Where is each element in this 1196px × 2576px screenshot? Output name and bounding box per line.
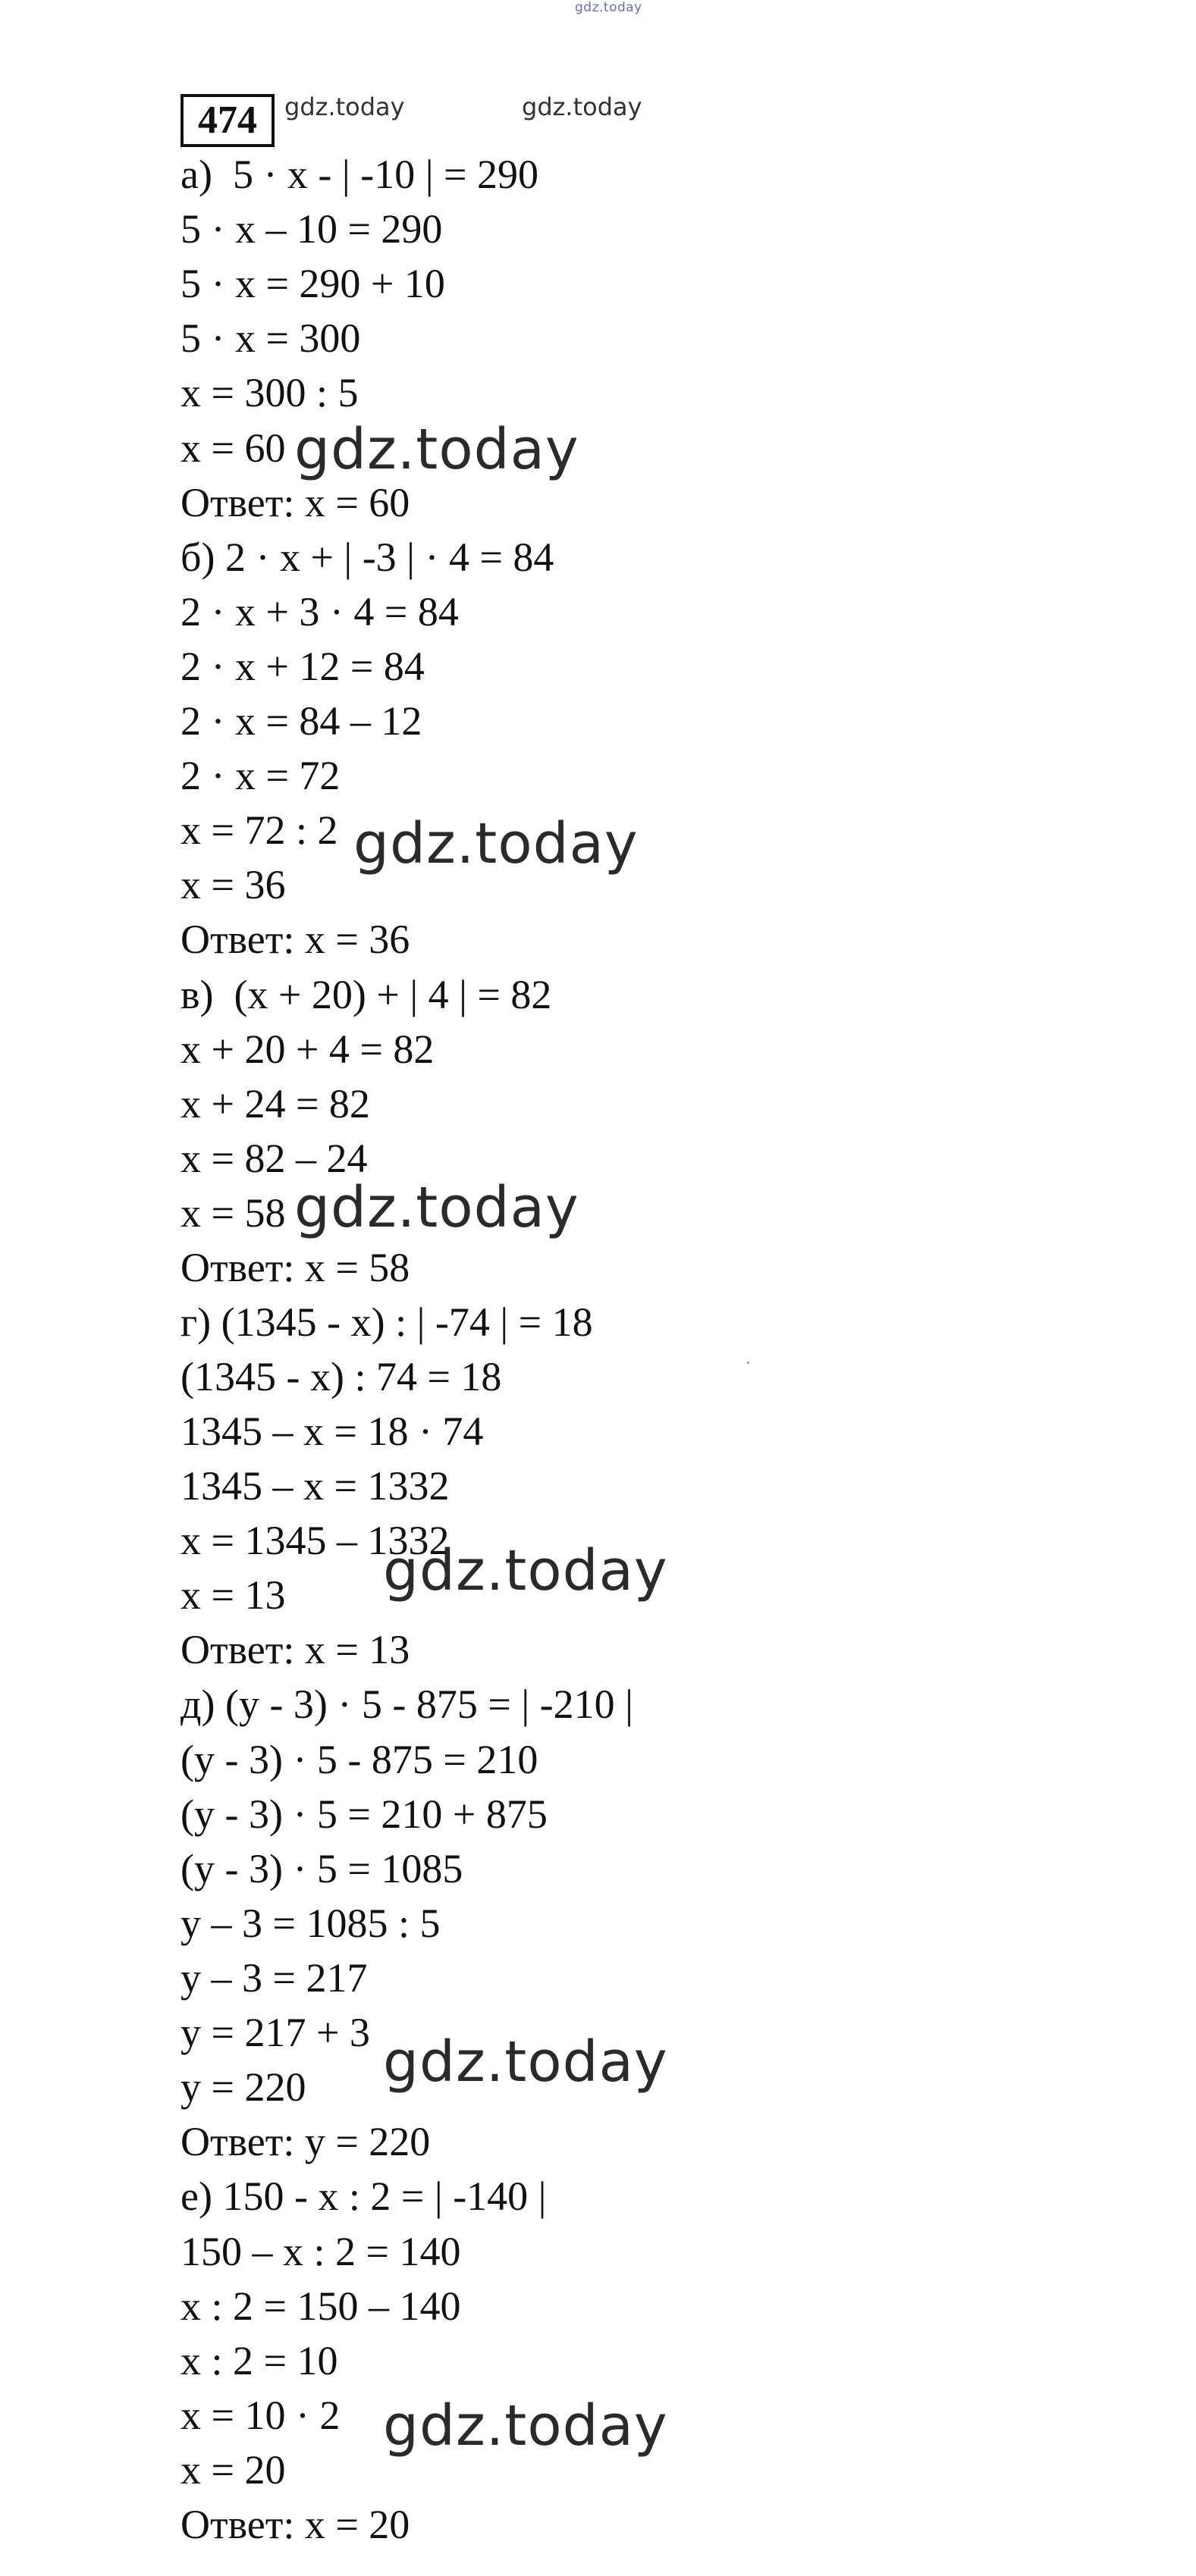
equation-line: x + 20 + 4 = 82: [180, 1026, 435, 1072]
equation-line: 5 · x – 10 = 290: [180, 206, 443, 252]
answer-line: Ответ: x = 13: [180, 1627, 410, 1672]
equation-line: x = 60: [180, 425, 286, 471]
equation-line: x = 72 : 2: [180, 807, 338, 853]
equation-line: д) (y - 3) · 5 - 875 = | -210 |: [180, 1681, 633, 1727]
watermark: gdz.today: [294, 1175, 579, 1240]
equation-line: x = 58: [180, 1190, 286, 1236]
equation-line: x : 2 = 150 – 140: [180, 2283, 461, 2329]
equation-line: x + 24 = 82: [180, 1081, 370, 1127]
equation-line: (1345 - x) : 74 = 18: [180, 1354, 502, 1399]
equation-line: y – 3 = 1085 : 5: [180, 1901, 441, 1946]
watermark: gdz.today: [353, 811, 639, 876]
equation-line: x = 1345 – 1332: [180, 1518, 450, 1563]
answer-line: Ответ: y = 220: [180, 2119, 431, 2164]
equation-line: 2 · x + 3 · 4 = 84: [180, 589, 459, 635]
equation-line: 1345 – x = 18 · 74: [180, 1409, 484, 1454]
equation-line: x = 82 – 24: [180, 1136, 368, 1181]
equation-line: а) 5 · x - | -10 | = 290: [180, 152, 538, 197]
equation-line: (y - 3) · 5 - 875 = 210: [180, 1737, 538, 1782]
header-watermark: gdz.today: [522, 92, 642, 121]
equation-line: x : 2 = 10: [180, 2338, 338, 2383]
equation-line: x = 13: [180, 1572, 286, 1618]
answer-line: Ответ: x = 20: [180, 2502, 410, 2547]
top-watermark: gdz.today: [575, 0, 642, 15]
equation-line: е) 150 - x : 2 = | -140 |: [180, 2173, 547, 2219]
equation-line: г) (1345 - x) : | -74 | = 18: [180, 1299, 593, 1345]
watermark: gdz.today: [383, 2029, 668, 2095]
answer-line: Ответ: x = 36: [180, 917, 410, 962]
equation-line: y = 217 + 3: [180, 2010, 370, 2055]
equation-line: 2 · x + 12 = 84: [180, 644, 425, 689]
watermark: gdz.today: [294, 417, 579, 482]
equation-line: 1345 – x = 1332: [180, 1463, 450, 1509]
equation-line: б) 2 · x + | -3 | · 4 = 84: [180, 534, 554, 580]
watermark: gdz.today: [383, 1538, 668, 1603]
answer-line: Ответ: x = 60: [180, 480, 410, 525]
equation-line: в) (x + 20) + | 4 | = 82: [180, 972, 552, 1017]
equation-line: y – 3 = 217: [180, 1955, 368, 2001]
equation-line: (y - 3) · 5 = 210 + 875: [180, 1791, 548, 1837]
equation-line: (y - 3) · 5 = 1085: [180, 1846, 463, 1891]
watermark: gdz.today: [383, 2393, 668, 2458]
equation-line: 2 · x = 72: [180, 753, 341, 798]
header-watermark: gdz.today: [284, 92, 405, 121]
scan-speck: [747, 1362, 749, 1364]
equation-line: x = 10 · 2: [180, 2393, 341, 2438]
equation-line: 150 – x : 2 = 140: [180, 2229, 461, 2274]
answer-line: Ответ: x = 58: [180, 1245, 410, 1290]
equation-line: 2 · x = 84 – 12: [180, 698, 422, 744]
equation-line: 5 · x = 290 + 10: [180, 261, 445, 306]
equation-line: 5 · x = 300: [180, 315, 361, 361]
equation-line: x = 300 : 5: [180, 370, 359, 415]
problem-number-box: 474: [180, 94, 275, 147]
equation-line: x = 36: [180, 862, 286, 907]
equation-line: y = 220: [180, 2064, 306, 2110]
equation-line: x = 20: [180, 2447, 286, 2493]
